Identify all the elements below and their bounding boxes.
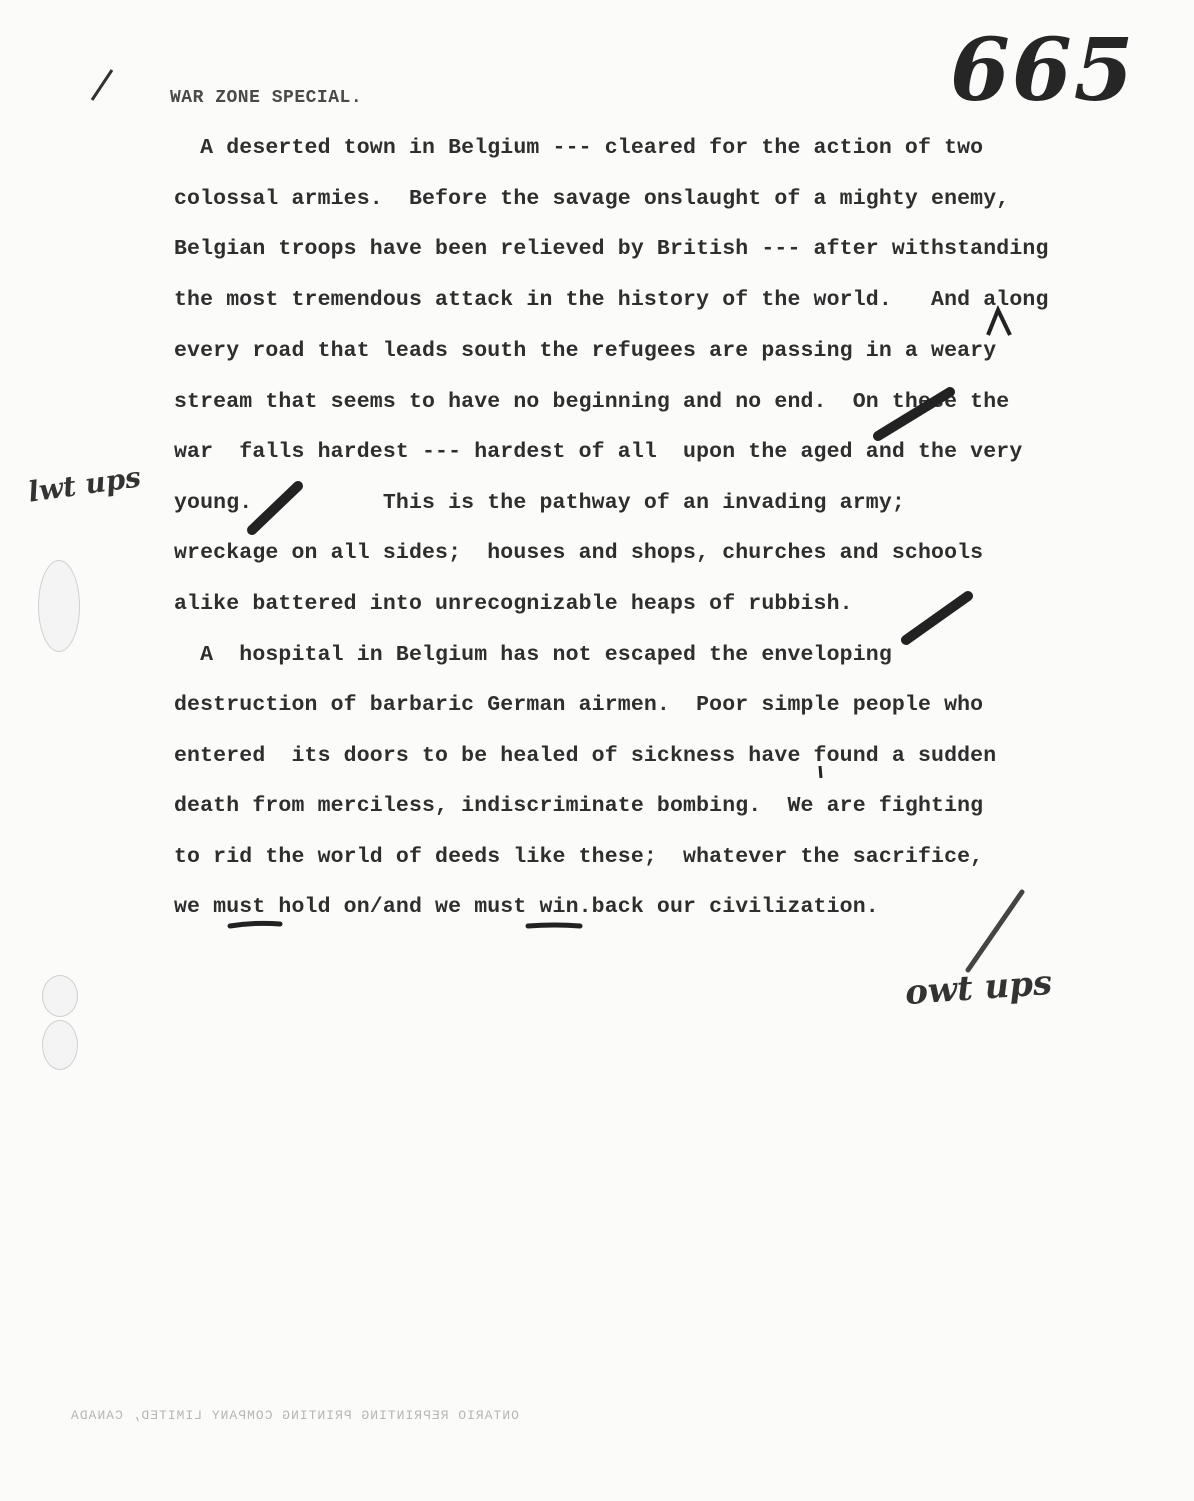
body-line: to rid the world of deeds like these; whatever the sacrifice, bbox=[174, 845, 984, 869]
body-line: death from merciless, indiscriminate bombing. We are fighting bbox=[174, 794, 984, 818]
underline-mark-icon bbox=[230, 923, 280, 926]
caret-mark-icon bbox=[988, 310, 1010, 335]
slash-mark-icon bbox=[878, 392, 950, 436]
binder-hole-icon bbox=[38, 560, 80, 652]
handwritten-page-number: 665 bbox=[950, 20, 1136, 121]
binder-hole-icon bbox=[42, 1020, 78, 1070]
body-line: colossal armies. Before the savage onslaught of a mighty enemy, bbox=[174, 187, 1010, 211]
body-line: the most tremendous attack in the history of the world. And along bbox=[174, 288, 1049, 312]
body-line: destruction of barbaric German airmen. Poor simple people who bbox=[174, 693, 984, 717]
body-line: we must hold on/and we must win.back our civilization. bbox=[174, 895, 879, 919]
slash-mark-icon bbox=[968, 892, 1022, 970]
body-line: young. This is the pathway of an invading army; bbox=[174, 491, 905, 515]
slash-mark-icon bbox=[92, 70, 112, 100]
body-line: Belgian troops have been relieved by British --- after withstanding bbox=[174, 237, 1049, 261]
body-line: entered its doors to be healed of sickness have found a sudden bbox=[174, 744, 997, 768]
margin-handwritten-note: lwt ups bbox=[26, 460, 143, 509]
printer-imprint: ONTARIO REPRINTING PRINTING COMPANY LIMITED, CANADA bbox=[70, 1408, 519, 1423]
document-heading: WAR ZONE SPECIAL. bbox=[170, 88, 363, 108]
slash-mark-icon bbox=[252, 486, 298, 530]
bottom-handwritten-note: owt ups bbox=[903, 962, 1054, 1014]
body-line: A hospital in Belgium has not escaped the enveloping bbox=[174, 643, 892, 667]
slash-mark-icon bbox=[906, 596, 968, 640]
body-line: alike battered into unrecognizable heaps of rubbish. bbox=[174, 592, 853, 616]
body-line: A deserted town in Belgium --- cleared for the action of two bbox=[174, 136, 984, 160]
binder-hole-icon bbox=[42, 975, 78, 1017]
body-line: wreckage on all sides; houses and shops, churches and schools bbox=[174, 541, 984, 565]
body-line: stream that seems to have no beginning and no end. On these the bbox=[174, 390, 1010, 414]
underline-mark-icon bbox=[528, 925, 580, 926]
body-line: war falls hardest --- hardest of all upon the aged and the very bbox=[174, 440, 1023, 464]
body-line: every road that leads south the refugees are passing in a weary bbox=[174, 339, 997, 363]
tick-mark-icon bbox=[820, 766, 821, 778]
